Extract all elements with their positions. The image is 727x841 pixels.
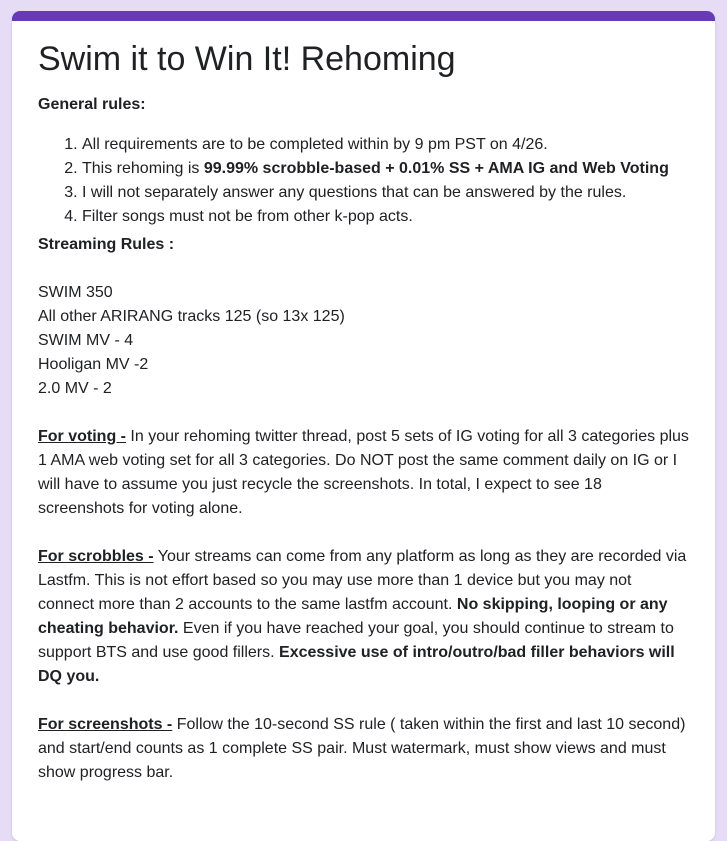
voting-text: In your rehoming twitter thread, post 5 sets of IG voting for all 3 categories plus 1 AMA web voting set for all 3 categories. Do NOT post the same comment daily on IG or I will have to assume you just recycle the screenshots. In total, I expect to see 18 screenshots for voting alone.	[38, 428, 689, 517]
scrobbles-label: For scrobbles -	[38, 548, 154, 565]
form-accent-bar	[12, 11, 715, 21]
stream-line: SWIM MV - 4	[38, 332, 134, 349]
rule-text: This rehoming is	[82, 160, 204, 177]
general-rules-list	[38, 133, 689, 229]
streaming-rules-heading: Streaming Rules :	[38, 236, 175, 253]
scrobbles-bold-text: Excessive use of intro/outro/bad filler behaviors will DQ you.	[38, 644, 675, 685]
scrobbles-paragraph	[38, 545, 689, 689]
screenshots-label: For screenshots -	[38, 716, 173, 733]
scrobbles-bold-text: No skipping, looping or any cheating behavior.	[38, 596, 668, 637]
stream-line: 2.0 MV - 2	[38, 380, 112, 397]
stream-line: Hooligan MV -2	[38, 356, 149, 373]
form-card	[12, 11, 715, 841]
screenshots-paragraph	[38, 713, 689, 785]
rule-item: 4. Filter songs must not be from other k-pop acts.	[82, 205, 689, 229]
stream-line: All other ARIRANG tracks 125 (so 13x 125)	[38, 308, 345, 325]
voting-label: For voting -	[38, 428, 126, 445]
rule-item: 1. All requirements are to be completed within by 9 pm PST on 4/26.	[82, 133, 689, 157]
rule-item: 3. I will not separately answer any questions that can be answered by the rules.	[82, 181, 689, 205]
rule-bold-text: 99.99% scrobble-based + 0.01% SS + AMA IG and Web Voting	[203, 160, 669, 177]
scrobbles-text: Even if you have reached your goal, you should continue to stream to support BTS and use good fillers.	[38, 620, 674, 661]
general-rules-heading: General rules:	[38, 96, 146, 113]
screenshots-text: Follow the 10-second SS rule ( taken within the first and last 10 second) and start/end counts as 1 complete SS pair. Must watermark, must show views and must show progress bar.	[38, 716, 686, 781]
form-title: Swim it to Win It! Rehoming	[38, 40, 456, 78]
scrobbles-text: Your streams can come from any platform as long as they are recorded via Lastfm. This is not effort based so you may use more than 1 device but you may not connect more than 2 accounts to the same lastfm account.	[38, 548, 687, 613]
rule-item	[82, 157, 689, 181]
streaming-rules-list	[38, 281, 689, 401]
stream-line: SWIM 350	[38, 284, 113, 301]
form-description	[12, 21, 715, 785]
voting-paragraph	[38, 425, 689, 521]
